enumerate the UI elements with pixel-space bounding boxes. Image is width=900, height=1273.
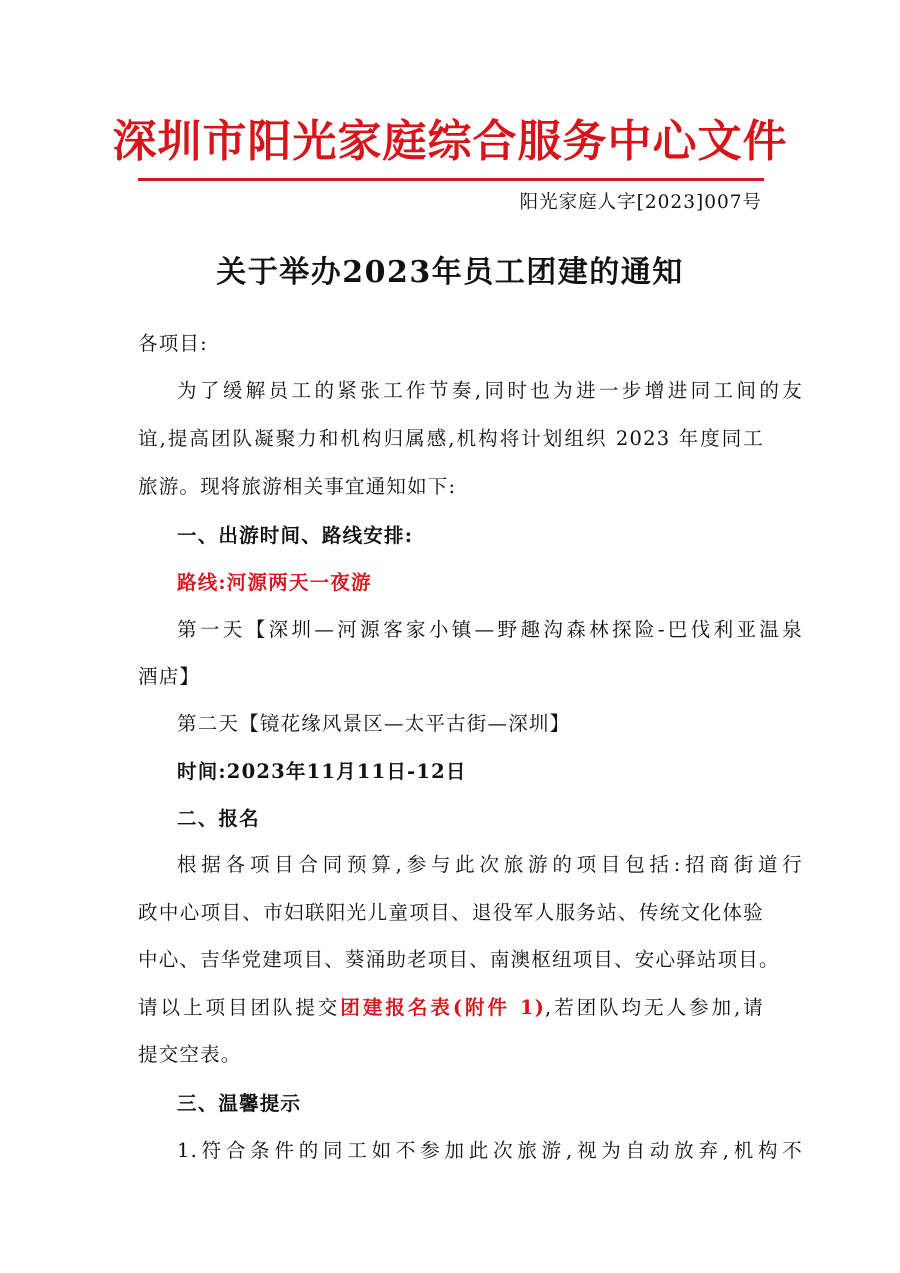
section2-line-2: 政中心项目、市妇联阳光儿童项目、退役军人服务站、传统文化体验 [138,901,764,924]
form-request-suffix: ,若团队均无人参加,请 [545,996,764,1019]
red-header-rule [138,178,764,181]
time-line: 时间:2023年11月11日-12日 [177,760,467,783]
intro-line-1: 为了缓解员工的紧张工作节奏,同时也为进一步增进同工间的友 [177,379,803,402]
section3-heading: 三、温馨提示 [177,1092,302,1115]
day1-line-2: 酒店】 [138,665,201,688]
day1-line-1: 第一天【深圳—河源客家小镇—野趣沟森林探险-巴伐利亚温泉 [177,618,803,641]
day2-line: 第二天【镜花缘风景区—太平古街—深圳】 [177,712,571,735]
section2-last-line: 提交空表。 [138,1043,242,1066]
tip-item-1: 1.符合条件的同工如不参加此次旅游,视为自动放弃,机构不 [177,1139,803,1162]
organization-title: 深圳市阳光家庭综合服务中心文件 [112,116,788,167]
intro-line-3: 旅游。现将旅游相关事宜通知如下: [138,475,457,498]
section1-heading: 一、出游时间、路线安排: [177,524,414,547]
section2-heading: 二、报名 [177,807,260,830]
form-request-prefix: 请以上项目团队提交 [138,996,341,1019]
section2-line-3: 中心、吉华党建项目、葵涌助老项目、南澳枢纽项目、安心驿站项目。 [138,948,780,971]
document-number: 阳光家庭人字[2023]007号 [519,192,762,213]
form-request-line [138,993,764,1023]
section2-line-1: 根据各项目合同预算,参与此次旅游的项目包括:招商街道行 [177,853,803,876]
salutation: 各项目: [138,332,208,355]
form-attachment-highlight: 团建报名表(附件 1) [340,996,546,1019]
intro-line-2: 谊,提高团队凝聚力和机构归属感,机构将计划组织 2023 年度同工 [138,427,764,450]
route-line: 路线:河源两天一夜游 [177,571,372,594]
notice-title: 关于举办2023年员工团建的通知 [216,255,684,290]
